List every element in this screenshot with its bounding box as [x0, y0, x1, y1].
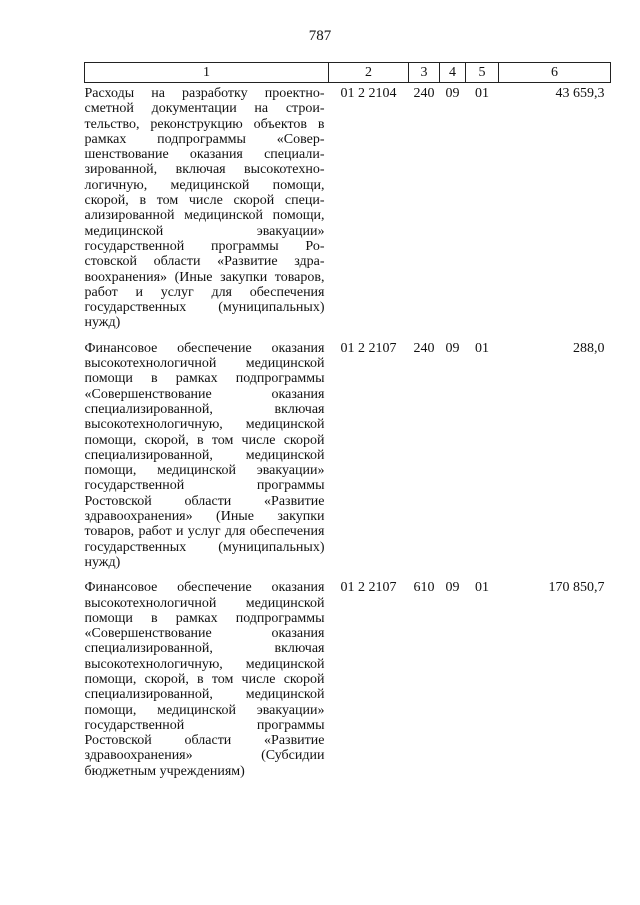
header-col-4: 4 — [440, 63, 466, 83]
row-subsection: 01 — [475, 86, 489, 101]
table-row — [85, 83, 611, 338]
header-col-5: 5 — [466, 63, 499, 83]
row-section: 09 — [445, 86, 460, 101]
row-subsection: 01 — [475, 340, 489, 356]
header-col-6: 6 — [499, 63, 611, 83]
row-amount: 170 850,7 — [548, 580, 605, 596]
header-col-3: 3 — [409, 63, 440, 83]
table-row — [85, 338, 611, 577]
row-expense-type: 240 — [413, 86, 435, 101]
row-description: Финансовое обеспечение оказания высокотехнологичной медицинской помощи в рамках подпрограммы «Совершенствование оказания специализированной, включая высокотехнологичную, медицинской помощи, скорой, в том числе скорой специализированной, медицинской помощи, медицинской эвакуации» государственной программы Ростовской области «Развитие здравоохранения» (Субсидии бюджетным учреждениям) — [84, 580, 325, 779]
table-header — [85, 63, 611, 83]
table-row — [85, 577, 611, 786]
row-target-code: 01 2 2107 — [340, 340, 397, 356]
row-expense-type: 610 — [413, 580, 435, 596]
page-number: 787 — [308, 28, 332, 44]
row-subsection: 01 — [475, 580, 489, 596]
row-target-code: 01 2 2107 — [340, 580, 397, 596]
row-expense-type: 240 — [413, 340, 435, 356]
header-col-1: 1 — [85, 63, 329, 83]
row-description: Финансовое обеспечение оказания высокотехнологичной медицинской помощи в рамках подпрограммы «Совершенствование оказания специализированной, включая высокотехнологичную, медицинской помощи, скорой, в том числе скорой специализированной, медицинской помощи, медицинской эвакуации» государственной программы Ростовской области «Развитие здравоохранения» (Иные закупки товаров, работ и услуг для обеспечения государственных (муниципальных) нужд) — [84, 340, 325, 570]
row-target-code: 01 2 2104 — [340, 86, 397, 101]
header-col-2: 2 — [329, 63, 409, 83]
row-description: Расходы на разработку проектносметной документации на строительство, реконструкцию объектов в рамках подпрограммы «Совершенствование оказания специализированной, включая высокотехнологичную, медицинской помощи, скорой, в том числе скорой специализированной медицинской помощи, медицинской эвакуации» государственной программы Ростовской области «Развитие здравоохранения» (Иные закупки товаров, работ и услуг для обеспечения государственных (муниципальных) нужд) — [84, 86, 325, 331]
table-body — [85, 83, 611, 787]
row-section: 09 — [445, 580, 460, 596]
row-amount: 288,0 — [573, 340, 605, 356]
budget-table — [84, 62, 611, 786]
row-section: 09 — [445, 340, 460, 356]
row-amount: 43 659,3 — [555, 86, 605, 101]
header-row — [85, 63, 611, 83]
